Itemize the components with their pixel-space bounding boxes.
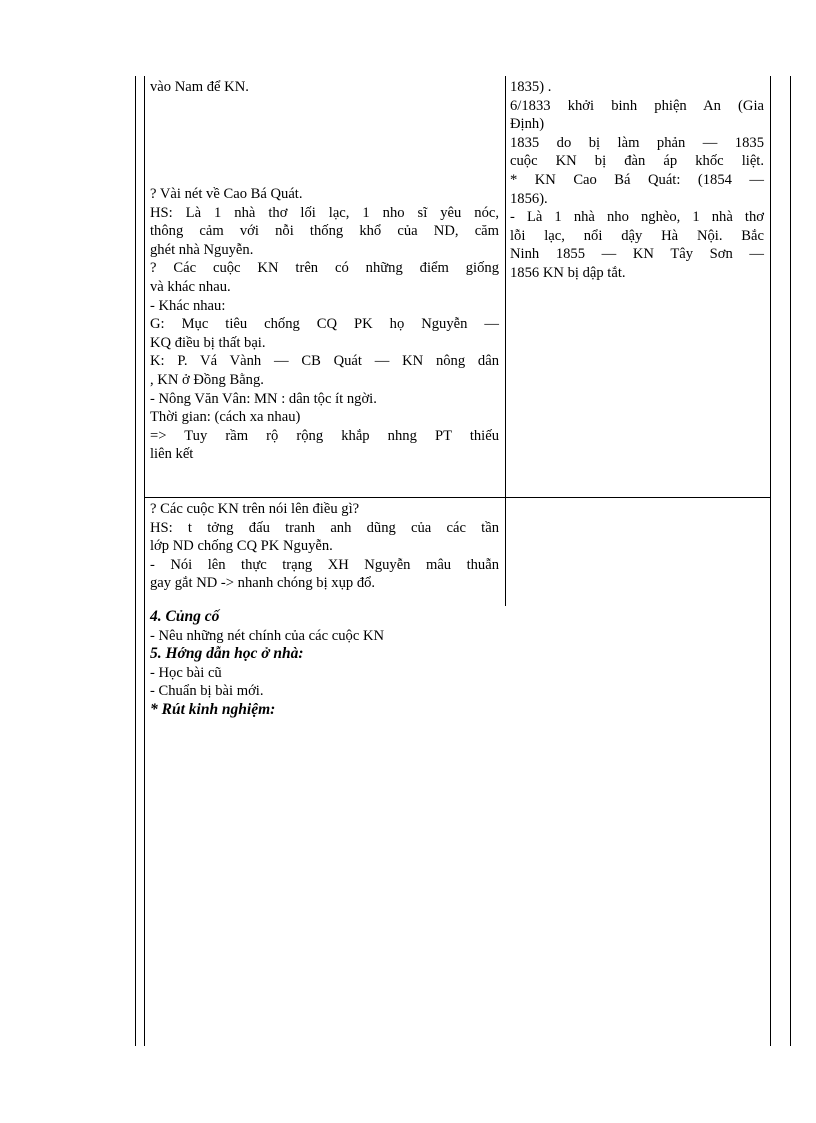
text-line: HS: Là 1 nhà thơ lối lạc, 1 nho sĩ yêu nóc, [150,204,499,221]
section-heading-consolidation: 4. Củng cố [150,608,220,625]
text-line: HS: t tởng đấu tranh anh dũng của các tần [150,519,499,536]
text-line: * KN Cao Bá Quát: (1854 — [510,171,764,188]
text-line: 1835 do bị làm phản — 1835 [510,134,764,151]
text-line: gay gắt ND -> nhanh chóng bị xụp đổ. [150,575,376,592]
text-line: ? Các cuộc KN trên nói lên điều gì? [150,501,360,517]
text-line: => Tuy rầm rộ rộng khắp nhng PT thiếu [150,427,499,444]
section-heading-experience: * Rút kinh nghiệm: [150,700,276,718]
text-line: ? Các cuộc KN trên có những điểm giống [150,260,499,277]
lesson-right-cell-1 [510,78,764,283]
text-line: ? Vài nét về Cao Bá Quát. [150,186,303,202]
text-line: 1856). [510,190,548,207]
text-line: liên kết [150,446,194,463]
row-divider [144,497,770,498]
text-line: cuộc KN bị đàn áp khốc liệt. [510,153,764,170]
text-line: - Nêu những nét chính của các cuộc KN [150,627,385,644]
text-line: 6/1833 khởi binh phiện An (Gia [510,97,764,114]
text-line: Định) [510,116,545,133]
text-line: - Khác nhau: [150,297,226,314]
page-border-left-outer [135,76,136,1046]
text-line: K: P. Vá Vành — CB Quát — KN nông dân [150,353,499,370]
text-line: thông cảm với nỗi thống khổ của ND, căm [150,223,499,240]
text-line: ghét nhà Nguyễn. [150,241,254,258]
page-border-right-lower [770,606,771,1046]
text-line: G: Mục tiêu chống CQ PK họ Nguyễn — [150,316,499,333]
lesson-left-cell-1 [150,78,499,97]
text-line: 1856 KN bị dập tắt. [510,264,626,281]
page-border-left-inner [144,76,145,1046]
text-line: - Là 1 nhà nho nghèo, 1 nhà thơ [510,209,764,226]
text-line: và khác nhau. [150,278,231,295]
text-line: Ninh 1855 — KN Tây Sơn — [510,246,764,263]
table-border-right [770,76,771,606]
lesson-footer [150,608,750,720]
lesson-left-cell-2 [150,500,499,593]
section-heading-homework: 5. Hớng dẫn học ở nhà: [150,645,304,663]
column-divider [505,76,506,606]
text-line: - Nông Văn Vân: MN : dân tộc ít ngời. [150,390,377,407]
text-line: , KN ở Đồng Bằng. [150,371,264,388]
text-line: 1835) . [510,79,552,95]
text-line: - Nói lên thực trạng XH Nguyễn mâu thuẫn [150,556,499,573]
lesson-left-cell-1-body [150,185,499,464]
text-line: lớp ND chống CQ PK Nguyễn. [150,538,333,555]
text-line: Thời gian: (cách xa nhau) [150,409,301,426]
left-cell-1-top-line: vào Nam để KN. [150,79,249,95]
text-line: - Chuẩn bị bài mới. [150,683,264,700]
page-border-right [790,76,791,1046]
text-line: - Học bài cũ [150,664,222,681]
text-line: lỗi lạc, nổi dậy Hà Nội. Bắc [510,227,764,244]
text-line: KQ điều bị thất bại. [150,334,266,351]
